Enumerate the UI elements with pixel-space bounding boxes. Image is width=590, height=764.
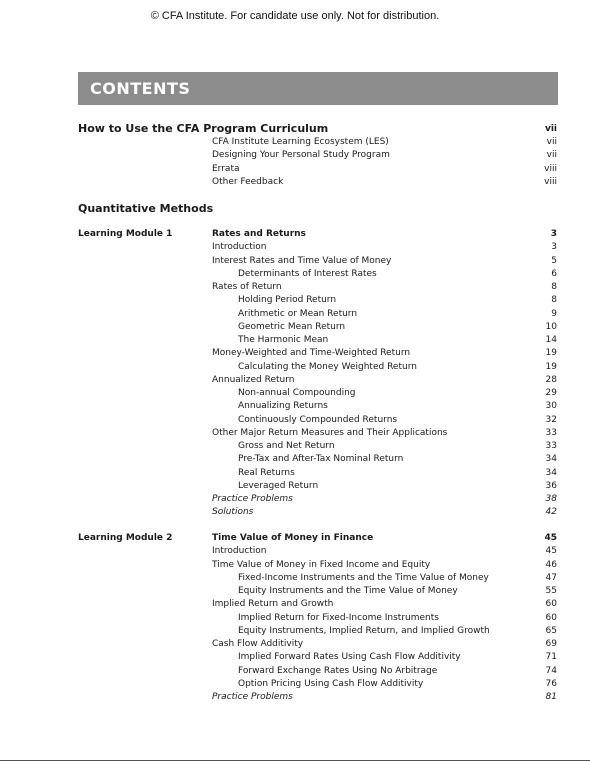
toc-entry-label: Fixed-Income Instruments and the Time Value of Money	[238, 572, 489, 583]
toc-entry-label: Continuously Compounded Returns	[238, 414, 398, 425]
toc-entry[interactable]	[0, 268, 590, 281]
toc-entry-label: The Harmonic Mean	[238, 335, 329, 345]
toc-entry-page: 74	[545, 665, 557, 676]
toc-entry[interactable]	[0, 294, 590, 307]
toc-entry-page: 60	[545, 612, 557, 623]
toc-entry-page: 10	[545, 321, 557, 332]
toc-entry-label: Determinants of Interest Rates	[238, 268, 377, 279]
toc-entry[interactable]	[0, 467, 590, 480]
toc-entry-page: 38	[545, 494, 557, 504]
toc-entry-label: Designing Your Personal Study Program	[212, 150, 390, 161]
toc-entry[interactable]	[0, 361, 590, 374]
toc-entry-page: 34	[545, 467, 557, 478]
toc-entry[interactable]	[0, 532, 590, 545]
toc-entry[interactable]	[0, 400, 590, 413]
toc-entry[interactable]	[0, 149, 590, 162]
toc-entry-page: 71	[545, 652, 557, 663]
toc-entry[interactable]	[0, 308, 590, 321]
toc-entry[interactable]	[0, 347, 590, 360]
toc-entry[interactable]	[0, 625, 590, 638]
toc-entry-label: Introduction	[212, 546, 267, 557]
toc-entry-label: Time Value of Money in Fixed Income and Equity	[212, 559, 431, 570]
toc-entry-label: Annualized Return	[212, 374, 295, 385]
toc-entry-label: Holding Period Return	[238, 295, 337, 306]
toc-entry-page: 3	[551, 242, 557, 253]
toc-entry[interactable]	[0, 414, 590, 427]
toc-entry-page: 9	[551, 308, 557, 319]
toc-entry-page: 60	[545, 599, 557, 610]
toc-entry-page: 46	[545, 559, 557, 570]
toc-entry-page: 5	[551, 255, 557, 266]
toc-entry-page: 69	[545, 639, 557, 649]
toc-entry-page: 34	[545, 454, 557, 465]
toc-entry-label: Implied Forward Rates Using Cash Flow Additivity	[238, 652, 461, 663]
toc-entry[interactable]	[0, 545, 590, 558]
toc-entry-page: 47	[545, 572, 557, 583]
module-label-2: Learning Module 2	[78, 533, 173, 543]
toc-entry[interactable]	[0, 387, 590, 400]
toc-entry[interactable]	[0, 176, 590, 189]
toc-entry-page: 36	[545, 480, 557, 491]
toc-entry-label: Money-Weighted and Time-Weighted Return	[212, 348, 411, 359]
toc-entry[interactable]	[0, 493, 590, 506]
toc-entry[interactable]	[0, 480, 590, 493]
toc-entry-page: 45	[545, 546, 557, 557]
toc-entry[interactable]	[0, 228, 590, 241]
toc-entry-label: Other Feedback	[212, 176, 284, 187]
toc-entry-page: 76	[545, 678, 557, 689]
toc-entry-label: Leveraged Return	[238, 480, 319, 491]
toc-entry-page: 28	[545, 374, 557, 385]
toc-entry[interactable]	[0, 598, 590, 611]
toc-entry[interactable]	[0, 585, 590, 598]
toc-entry-page: viii	[544, 163, 557, 174]
contents-title: CONTENTS	[90, 79, 191, 98]
toc-entry-page: 6	[551, 268, 557, 279]
toc-entry[interactable]	[0, 678, 590, 691]
toc-entry-label: Rates and Returns	[212, 229, 306, 239]
toc-entry-label: Practice Problems	[212, 494, 293, 504]
toc-entry-page: 65	[545, 625, 557, 636]
toc-entry-page: 32	[545, 414, 557, 425]
toc-entry-label: Other Major Return Measures and Their Applications	[212, 427, 448, 438]
toc-entry-label: Gross and Net Return	[238, 441, 335, 451]
toc-entry-page: 14	[545, 335, 557, 345]
toc-entry-page: 19	[545, 348, 557, 359]
toc-entry-page: 8	[551, 295, 557, 306]
section-title-quantitative-methods: Quantitative Methods	[78, 202, 214, 215]
toc-entry-page: viii	[544, 176, 557, 187]
toc-entry-page: 3	[550, 229, 557, 239]
toc-entry[interactable]	[0, 374, 590, 387]
toc-entry-label: Option Pricing Using Cash Flow Additivity	[238, 678, 424, 689]
toc-entry-label: Practice Problems	[212, 692, 293, 702]
toc-entry[interactable]	[0, 651, 590, 664]
toc-entry-page: 33	[545, 427, 557, 438]
toc-entry[interactable]	[0, 440, 590, 453]
toc-entry[interactable]	[0, 136, 590, 149]
toc-entry[interactable]	[0, 241, 590, 254]
toc-entry-page: 19	[545, 361, 557, 372]
toc-entry-label: Interest Rates and Time Value of Money	[212, 255, 392, 266]
toc-entry[interactable]	[0, 638, 590, 651]
toc-entry-label: Arithmetic or Mean Return	[238, 308, 358, 319]
toc-entry-page: vii	[546, 150, 557, 161]
toc-entry[interactable]	[0, 453, 590, 466]
toc-entry-label: Errata	[212, 163, 240, 174]
toc-entry-label: Solutions	[212, 507, 254, 518]
toc-entry-label: Time Value of Money in Finance	[212, 533, 374, 543]
toc-entry-label: Implied Return for Fixed-Income Instruments	[238, 612, 439, 623]
toc-entry-page: 8	[551, 282, 557, 292]
toc-entry-label: Implied Return and Growth	[212, 599, 334, 610]
toc-entry-page: 29	[545, 388, 557, 398]
toc-entry-label: Annualizing Returns	[238, 401, 328, 412]
toc-entry[interactable]	[0, 163, 590, 176]
contents-header-bar	[78, 72, 558, 105]
toc-entry-label: Equity Instruments and the Time Value of Money	[238, 586, 458, 596]
toc-entry[interactable]	[0, 321, 590, 334]
toc-entry[interactable]	[0, 691, 590, 704]
toc-entry-label: Pre-Tax and After-Tax Nominal Return	[238, 454, 404, 465]
toc-entry-page: 45	[544, 533, 557, 543]
copyright-notice: © CFA Institute. For candidate use only. Not for distribution.	[150, 10, 440, 22]
toc-entry[interactable]	[0, 559, 590, 572]
toc-entry-label: Rates of Return	[212, 282, 282, 292]
module-label-1: Learning Module 1	[78, 229, 173, 239]
toc-entry[interactable]	[0, 334, 590, 347]
front-matter-page: vii	[544, 124, 557, 134]
toc-entry-page: 81	[545, 692, 557, 702]
toc-entry-label: Cash Flow Additivity	[212, 639, 304, 649]
toc-entry[interactable]	[0, 572, 590, 585]
toc-entry-page: 30	[545, 401, 557, 412]
toc-entry-label: Introduction	[212, 242, 267, 253]
toc-entry[interactable]	[0, 612, 590, 625]
toc-entry-page: 42	[545, 507, 557, 518]
toc-entry-page: vii	[546, 137, 557, 147]
toc-entry[interactable]	[0, 255, 590, 268]
toc-entry-page: 55	[545, 586, 557, 596]
toc-entry-label: Calculating the Money Weighted Return	[238, 361, 417, 372]
front-matter-title[interactable]: How to Use the CFA Program Curriculum	[78, 122, 329, 135]
toc-entry[interactable]	[0, 665, 590, 678]
toc-entry-label: CFA Institute Learning Ecosystem (LES)	[212, 137, 389, 147]
toc-entry-label: Equity Instruments, Implied Return, and Implied Growth	[238, 625, 490, 636]
toc-entry-label: Real Returns	[238, 467, 295, 478]
toc-entry-label: Forward Exchange Rates Using No Arbitrage	[238, 665, 438, 676]
toc-entry-label: Non-annual Compounding	[238, 388, 356, 398]
toc-entry-page: 33	[545, 441, 557, 451]
toc-entry[interactable]	[0, 427, 590, 440]
toc-entry[interactable]	[0, 281, 590, 294]
page-bottom-rule	[0, 760, 590, 761]
toc-entry[interactable]	[0, 506, 590, 519]
toc-entry-label: Geometric Mean Return	[238, 321, 346, 332]
